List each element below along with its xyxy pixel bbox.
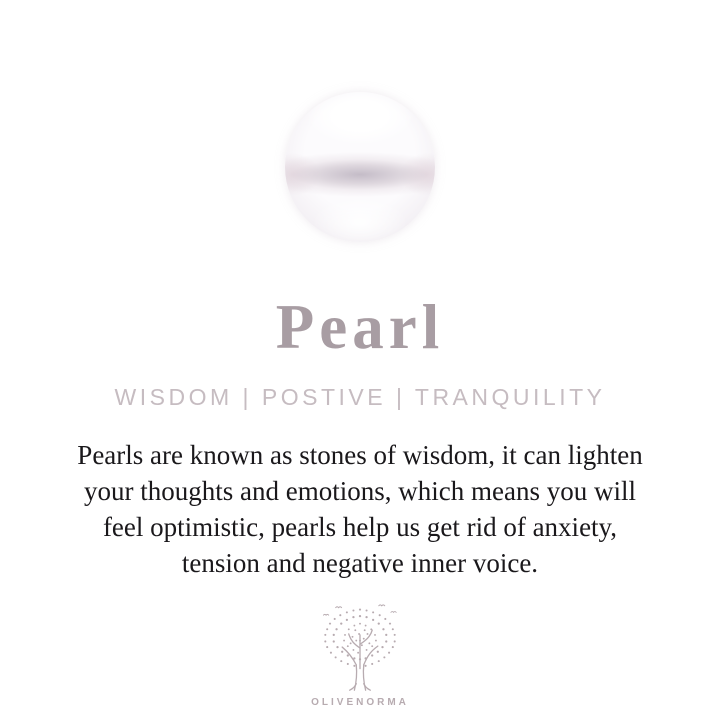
description-text bbox=[77, 437, 642, 581]
traits-line: WISDOM | POSTIVE | TRANQUILITY bbox=[114, 384, 606, 411]
page-title: Pearl bbox=[275, 292, 445, 362]
brand-name: OLIVENORMA bbox=[311, 697, 409, 709]
brand-logo bbox=[311, 603, 409, 708]
description-line: your thoughts and emotions, which means you will bbox=[84, 476, 636, 507]
description-line: Pearls are known as stones of wisdom, it can lighten bbox=[77, 440, 643, 471]
tree-of-life-icon bbox=[313, 603, 407, 693]
pearl-image bbox=[285, 92, 435, 242]
description-line: tension and negative inner voice. bbox=[181, 548, 539, 579]
description-line: feel optimistic, pearls help us get rid of anxiety, bbox=[102, 512, 618, 543]
